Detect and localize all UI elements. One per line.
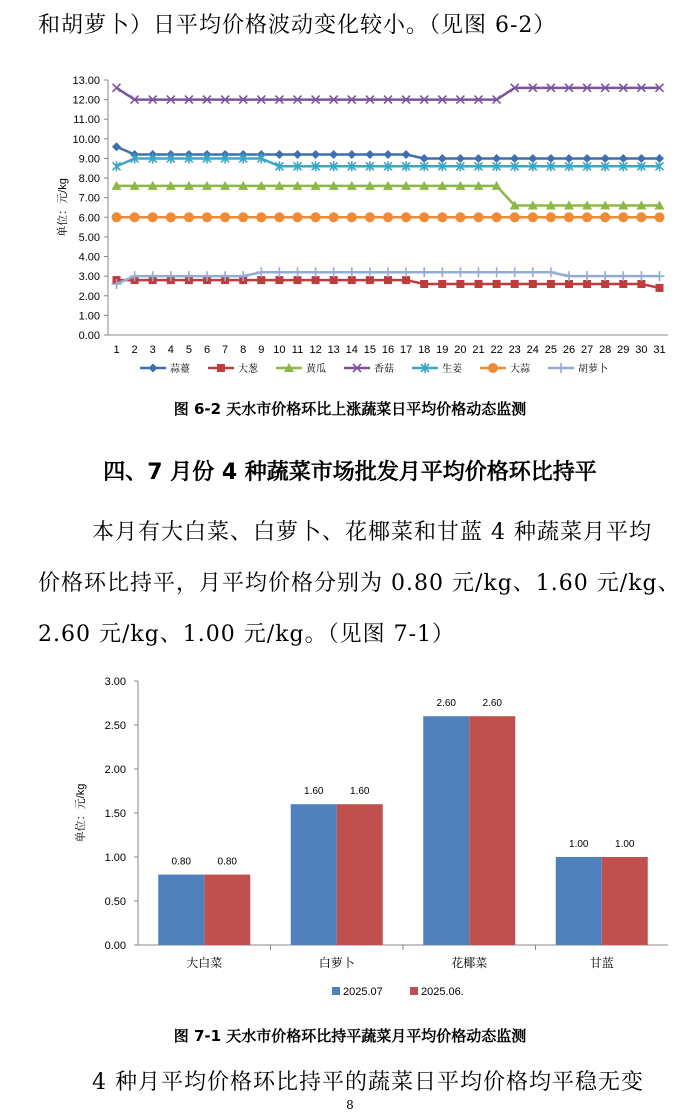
- x-tick-label: 26: [562, 344, 576, 356]
- data-point: [347, 267, 357, 277]
- bar: [291, 804, 337, 945]
- category-label: 白萝卜: [318, 956, 355, 970]
- legend-swatch: [332, 987, 340, 995]
- data-point: [184, 212, 194, 222]
- figure-7-1-caption: 图 7-1 天水市价格环比持平蔬菜月平均价格动态监测: [173, 1027, 527, 1045]
- y-tick-label: 0.00: [78, 330, 100, 342]
- data-point: [365, 267, 375, 277]
- series-line: [117, 88, 660, 100]
- x-tick-label: 14: [345, 344, 358, 356]
- legend-marker: [217, 364, 225, 372]
- data-point: [455, 267, 465, 277]
- x-tick-label: 31: [653, 344, 666, 356]
- legend-item: [344, 362, 394, 375]
- data-point: [256, 212, 266, 222]
- data-point: [311, 212, 321, 222]
- legend-item: [332, 986, 383, 998]
- data-point: [274, 267, 284, 277]
- y-tick-label: 4.00: [78, 251, 100, 264]
- figure-6-2-caption: 图 6-2 天水市价格环比上涨蔬菜日平均价格动态监测: [173, 400, 527, 418]
- data-point: [474, 267, 484, 277]
- x-tick-label: 1: [113, 344, 120, 356]
- legend-item: [412, 362, 462, 375]
- legend-swatch: [410, 987, 418, 995]
- data-point: [655, 271, 665, 281]
- data-point: [528, 212, 538, 222]
- x-tick-label: 13: [327, 344, 340, 356]
- legend-label: 大葱: [238, 364, 258, 375]
- data-point: [112, 212, 122, 222]
- y-tick-label: 9.00: [78, 153, 100, 166]
- data-point: [564, 212, 574, 222]
- bar: [337, 804, 383, 945]
- data-point: [510, 212, 520, 222]
- data-point: [293, 212, 303, 222]
- data-point: [274, 212, 284, 222]
- data-point: [329, 267, 339, 277]
- section-heading: 四、7 月份 4 种蔬菜市场批发月平均价格环比持平: [103, 460, 597, 485]
- x-tick-label: 4: [167, 344, 174, 356]
- data-point: [312, 276, 320, 284]
- data-point: [401, 267, 411, 277]
- y-tick-label: 5.00: [78, 231, 100, 244]
- bar: [556, 857, 602, 945]
- x-tick-label: 29: [617, 344, 630, 356]
- data-label: 0.80: [217, 856, 237, 868]
- legend-marker: [149, 364, 158, 373]
- x-tick-label: 17: [399, 344, 413, 356]
- data-point: [419, 212, 429, 222]
- data-point: [565, 280, 573, 288]
- data-point: [293, 267, 303, 277]
- data-point: [493, 280, 501, 288]
- y-tick-label: 2.00: [104, 764, 126, 776]
- data-point: [637, 280, 645, 288]
- data-point: [510, 267, 520, 277]
- data-point: [112, 142, 121, 151]
- y-tick-label: 0.00: [104, 940, 126, 952]
- data-point: [330, 276, 338, 284]
- data-point: [529, 280, 537, 288]
- series-黄瓜: [112, 181, 665, 210]
- data-point: [402, 150, 411, 159]
- x-tick-label: 21: [472, 344, 485, 356]
- legend-label: 大蒜: [510, 364, 530, 375]
- data-point: [655, 212, 665, 222]
- data-point: [383, 267, 393, 277]
- data-label: 1.00: [615, 839, 635, 850]
- bottom-text-line: 4 种月平均价格环比持平的蔬菜日平均价格均平稳无变: [92, 1070, 644, 1095]
- data-point: [437, 212, 447, 222]
- data-point: [113, 84, 121, 92]
- legend-label: 黄瓜: [306, 364, 326, 375]
- data-point: [618, 212, 628, 222]
- legend-item: [410, 986, 464, 998]
- y-tick-label: 3.00: [104, 676, 126, 688]
- category-label: 大白菜: [186, 956, 223, 970]
- legend-label: 胡萝卜: [578, 364, 608, 375]
- x-tick-label: 2: [131, 344, 138, 356]
- legend-item: [140, 362, 190, 375]
- series-香菇: [113, 84, 664, 104]
- y-tick-label: 6.00: [78, 212, 100, 225]
- bar: [469, 716, 515, 945]
- data-point: [420, 280, 428, 288]
- data-point: [583, 280, 591, 288]
- data-point: [348, 276, 356, 284]
- x-tick-label: 6: [203, 344, 211, 356]
- data-point: [275, 276, 283, 284]
- y-tick-label: 2.00: [78, 290, 100, 303]
- series-大蒜: [112, 212, 665, 222]
- data-point: [492, 212, 502, 222]
- data-point: [347, 212, 357, 222]
- legend-item: [276, 362, 326, 375]
- legend-item: [480, 362, 531, 375]
- data-point: [600, 271, 610, 281]
- x-tick-label: 25: [544, 344, 558, 356]
- x-tick-label: 10: [273, 344, 286, 356]
- legend-marker: [488, 363, 498, 373]
- bar: [602, 857, 648, 945]
- data-label: 1.60: [304, 786, 324, 798]
- data-point: [456, 280, 464, 288]
- data-point: [511, 280, 519, 288]
- data-point: [619, 280, 627, 288]
- data-point: [293, 150, 302, 159]
- y-tick-label: 8.00: [78, 173, 100, 186]
- data-point: [311, 150, 320, 159]
- data-point: [166, 212, 176, 222]
- x-tick-label: 12: [309, 344, 322, 356]
- y-tick-label: 2.50: [104, 720, 126, 732]
- legend-item: [548, 362, 608, 375]
- series-大葱: [113, 276, 664, 292]
- data-point: [546, 212, 556, 222]
- data-point: [437, 267, 447, 277]
- data-point: [618, 271, 628, 281]
- data-point: [202, 212, 212, 222]
- data-label: 1.60: [350, 786, 370, 798]
- data-point: [547, 280, 555, 288]
- paragraph-line-3: 2.60 元/kg、1.00 元/kg。（见图 7-1）: [38, 622, 456, 647]
- data-point: [329, 150, 338, 159]
- x-tick-label: 8: [240, 344, 247, 356]
- data-point: [656, 284, 664, 292]
- data-point: [148, 212, 158, 222]
- data-point: [329, 212, 339, 222]
- data-point: [474, 212, 484, 222]
- data-point: [383, 212, 393, 222]
- data-point: [546, 267, 556, 277]
- data-point: [419, 267, 429, 277]
- data-point: [564, 271, 574, 281]
- data-point: [636, 271, 646, 281]
- data-point: [347, 150, 356, 159]
- bar: [423, 716, 469, 945]
- data-point: [528, 267, 538, 277]
- x-tick-label: 23: [508, 344, 521, 356]
- x-tick-label: 16: [381, 344, 395, 356]
- category-label: 甘蓝: [589, 956, 614, 970]
- bar-chart-7-1: [0, 665, 700, 1005]
- data-point: [384, 276, 392, 284]
- x-tick-label: 24: [526, 344, 539, 356]
- y-tick-label: 1.00: [78, 310, 100, 323]
- x-tick-label: 20: [454, 344, 467, 356]
- x-tick-label: 30: [635, 344, 648, 356]
- x-tick-label: 11: [291, 344, 304, 356]
- data-point: [311, 267, 321, 277]
- x-tick-label: 9: [258, 344, 265, 356]
- data-label: 0.80: [171, 856, 191, 868]
- x-tick-label: 15: [363, 344, 377, 356]
- y-tick-label: 0.50: [104, 896, 126, 908]
- legend-label: 2025.07: [343, 986, 383, 998]
- data-point: [220, 212, 230, 222]
- data-point: [475, 280, 483, 288]
- data-point: [401, 212, 411, 222]
- data-label: 2.60: [436, 698, 456, 710]
- y-tick-label: 13.00: [72, 75, 100, 87]
- paragraph-line-2: 价格环比持平，月平均价格分别为 0.80 元/kg、1.60 元/kg、: [38, 571, 681, 596]
- data-point: [238, 212, 248, 222]
- data-point: [257, 276, 265, 284]
- data-point: [402, 276, 410, 284]
- data-point: [130, 212, 140, 222]
- x-tick-label: 7: [222, 344, 229, 356]
- data-point: [365, 150, 374, 159]
- y-tick-label: 1.50: [104, 808, 126, 820]
- data-point: [600, 212, 610, 222]
- data-point: [365, 212, 375, 222]
- y-tick-label: 3.00: [78, 271, 100, 284]
- data-label: 1.00: [569, 839, 589, 850]
- y-tick-label: 10.00: [72, 133, 100, 146]
- y-axis-title: 单位：元/kg: [57, 178, 69, 237]
- x-tick-label: 27: [580, 344, 594, 356]
- y-tick-label: 7.00: [78, 192, 100, 205]
- y-tick-label: 12.00: [72, 94, 100, 107]
- data-point: [636, 212, 646, 222]
- legend-item: [208, 362, 259, 375]
- data-point: [256, 267, 266, 277]
- legend-label: 蒜薹: [170, 364, 190, 375]
- x-tick-label: 18: [418, 344, 431, 356]
- legend-label: 生姜: [442, 364, 462, 375]
- legend-marker: [556, 363, 566, 373]
- legend-label: 香菇: [374, 364, 394, 375]
- data-point: [492, 267, 502, 277]
- x-tick-label: 22: [490, 344, 503, 356]
- bar: [204, 875, 250, 945]
- category-label: 花椰菜: [451, 956, 488, 970]
- legend-label: 2025.06.: [421, 986, 464, 998]
- y-axis-title: 单位：元/kg: [75, 783, 87, 843]
- data-point: [438, 280, 446, 288]
- data-point: [384, 150, 393, 159]
- x-tick-label: 28: [599, 344, 612, 356]
- y-tick-label: 1.00: [104, 852, 126, 864]
- data-point: [275, 150, 284, 159]
- page-number: 8: [346, 1098, 354, 1112]
- y-tick-label: 11.00: [73, 114, 100, 127]
- x-tick-label: 3: [149, 344, 156, 356]
- data-label: 2.60: [482, 698, 502, 710]
- data-point: [582, 271, 592, 281]
- paragraph-line-1: 本月有大白菜、白萝卜、花椰菜和甘蓝 4 种蔬菜月平均: [92, 520, 652, 545]
- top-text-line: 和胡萝卜）日平均价格波动变化较小。（见图 6-2）: [38, 13, 557, 38]
- x-tick-label: 5: [185, 344, 192, 356]
- data-point: [601, 280, 609, 288]
- data-point: [366, 276, 374, 284]
- bar: [158, 875, 204, 945]
- x-tick-label: 19: [436, 344, 449, 356]
- data-point: [455, 212, 465, 222]
- data-point: [582, 212, 592, 222]
- data-point: [294, 276, 302, 284]
- series-蒜薹: [112, 142, 664, 163]
- line-chart-6-2: [0, 60, 700, 390]
